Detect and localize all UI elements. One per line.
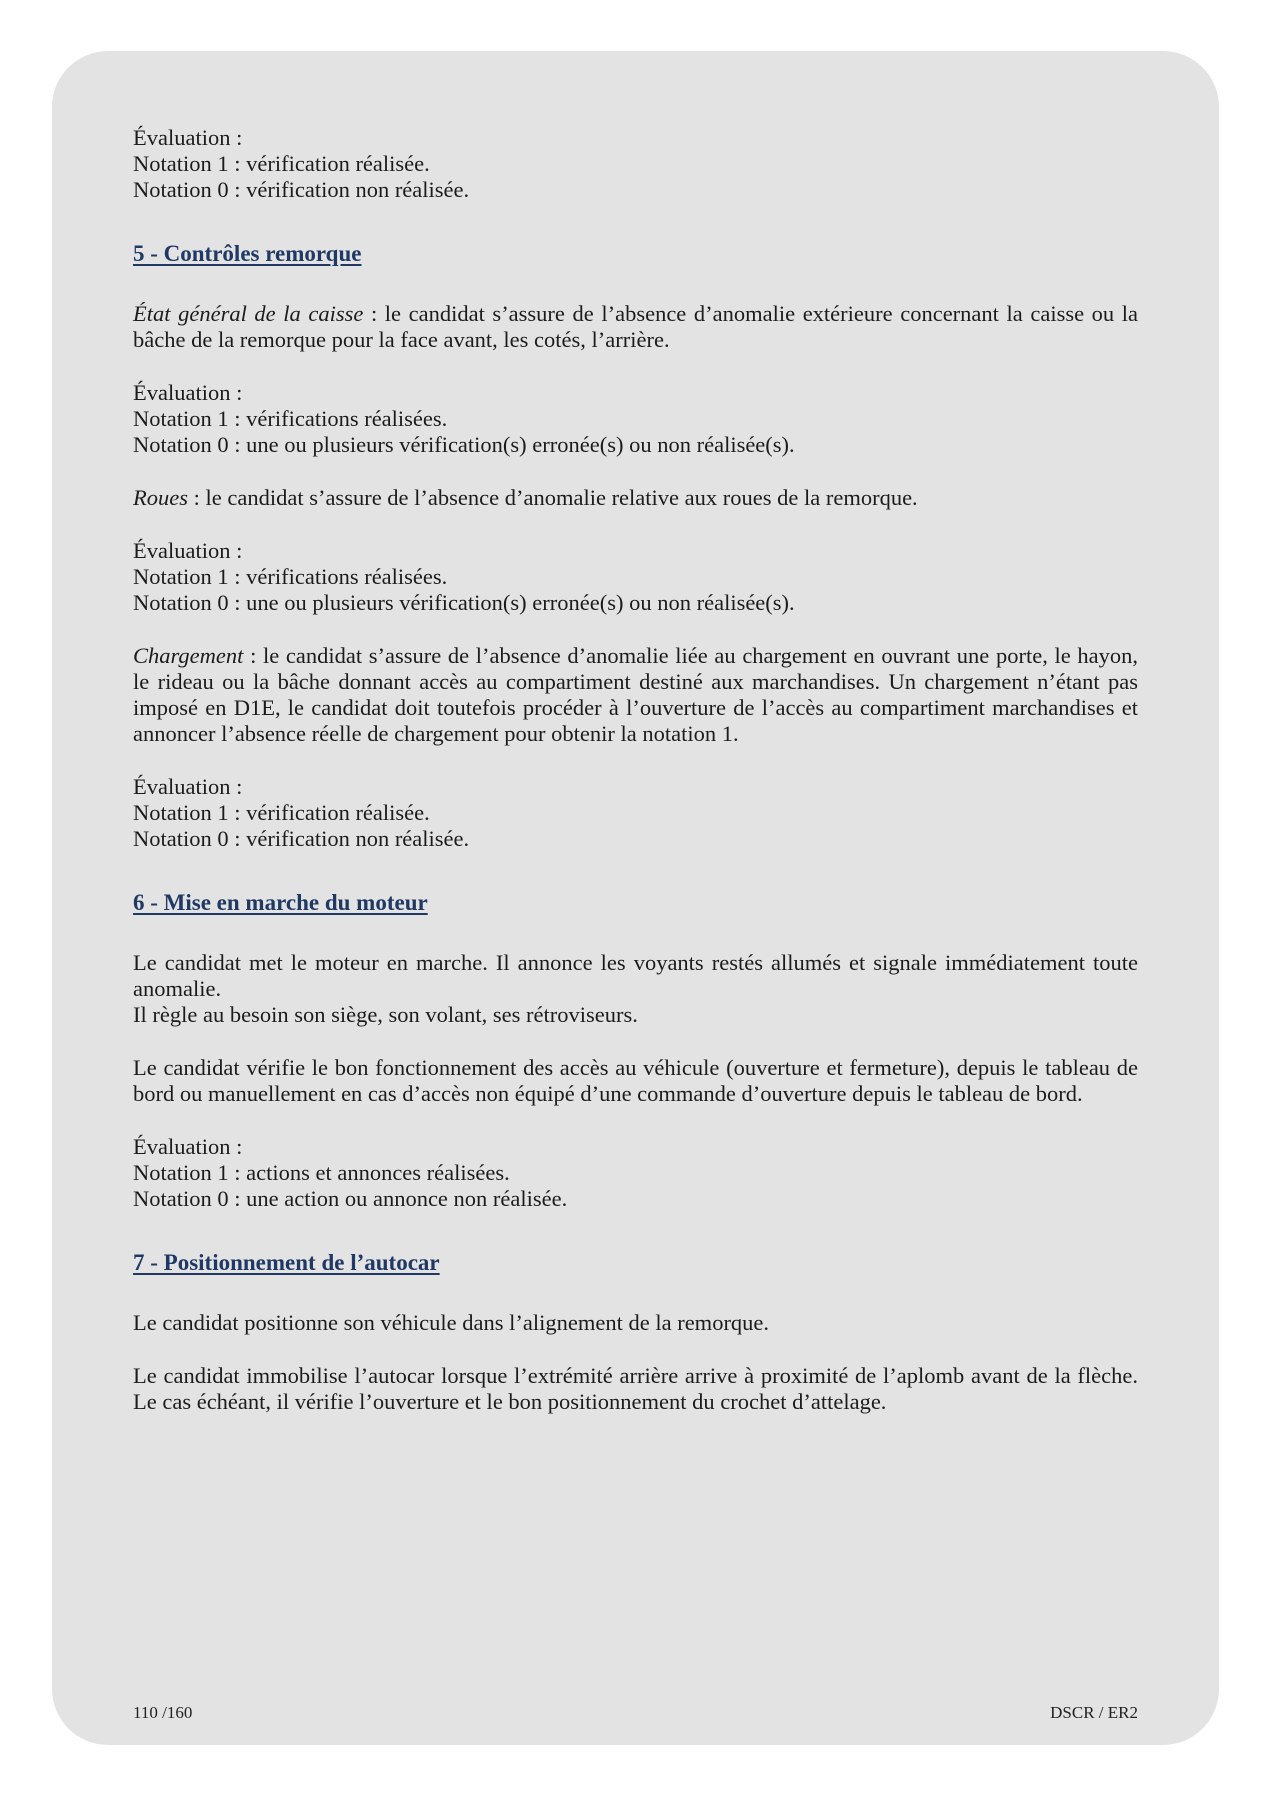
paragraph-chargement — [133, 643, 1138, 747]
notation-0-line: Notation 0 : une ou plusieurs vérification(s) erronée(s) ou non réalisée(s). — [133, 590, 795, 615]
notation-1-line: Notation 1 : vérification réalisée. — [133, 151, 430, 176]
document-page — [52, 51, 1219, 1745]
paragraph-lead-italic: Chargement — [133, 643, 244, 668]
paragraph-text: Le candidat met le moteur en marche. Il annonce les voyants restés allumés et signale immédiatement toute anomalie. — [133, 950, 1138, 1001]
paragraph-etat-general-caisse — [133, 301, 1138, 353]
evaluation-block-1 — [133, 125, 1138, 203]
evaluation-title: Évaluation : — [133, 1134, 243, 1159]
notation-1-line: Notation 1 : vérifications réalisées. — [133, 564, 448, 589]
paragraph-positionne-vehicule: Le candidat positionne son véhicule dans l’alignement de la remorque. — [133, 1310, 770, 1335]
notation-1-line: Notation 1 : actions et annonces réalisées. — [133, 1160, 510, 1185]
evaluation-block-4 — [133, 774, 1138, 852]
paragraph-text: : le candidat s’assure de l’absence d’anomalie relative aux roues de la remorque. — [188, 485, 918, 510]
evaluation-block-5 — [133, 1134, 1138, 1212]
paragraph-text: : le candidat s’assure de l’absence d’anomalie extérieure concernant la caisse ou la bâche de la remorque pour la face avant, les cotés, l’arrière. — [133, 301, 1139, 352]
evaluation-title: Évaluation : — [133, 774, 243, 799]
document-content — [133, 125, 1138, 1442]
notation-1-line: Notation 1 : vérifications réalisées. — [133, 406, 448, 431]
section-heading-6: 6 - Mise en marche du moteur — [133, 890, 428, 915]
paragraph-text: Il règle au besoin son siège, son volant, ses rétroviseurs. — [133, 1002, 638, 1027]
paragraph-roues — [133, 485, 1138, 511]
paragraph-mise-en-marche — [133, 950, 1138, 1028]
evaluation-block-3 — [133, 538, 1138, 616]
evaluation-title: Évaluation : — [133, 538, 243, 563]
notation-0-line: Notation 0 : une ou plusieurs vérification(s) erronée(s) ou non réalisée(s). — [133, 432, 795, 457]
paragraph-lead-italic: État général de la caisse — [133, 301, 364, 326]
document-reference: DSCR / ER2 — [1050, 1703, 1138, 1722]
notation-1-line: Notation 1 : vérification réalisée. — [133, 800, 430, 825]
section-heading-7: 7 - Positionnement de l’autocar — [133, 1250, 440, 1275]
evaluation-block-2 — [133, 380, 1138, 458]
page-footer — [133, 1703, 1138, 1723]
notation-0-line: Notation 0 : une action ou annonce non réalisée. — [133, 1186, 568, 1211]
section-heading-5: 5 - Contrôles remorque — [133, 241, 362, 266]
paragraph-acces-vehicule: Le candidat vérifie le bon fonctionnement des accès au véhicule (ouverture et fermeture), depuis le tableau de bord ou manuellement en cas d’accès non équipé d’une commande d’ouverture depuis le tableau de bord. — [133, 1055, 1138, 1106]
page-number: 110 /160 — [133, 1703, 193, 1722]
notation-0-line: Notation 0 : vérification non réalisée. — [133, 826, 470, 851]
evaluation-title: Évaluation : — [133, 125, 243, 150]
paragraph-lead-italic: Roues — [133, 485, 188, 510]
paragraph-immobilise-autocar: Le candidat immobilise l’autocar lorsque l’extrémité arrière arrive à proximité de l’aplomb avant de la flèche. Le cas échéant, il vérifie l’ouverture et le bon positionnement du crochet d’attelage. — [133, 1363, 1138, 1414]
paragraph-text: : le candidat s’assure de l’absence d’anomalie liée au chargement en ouvrant une porte, le hayon, le rideau ou la bâche donnant accès au compartiment destiné aux marchandises. Un chargement n’étant pas imposé en D1E, le candidat doit toutefois procéder à l’ouverture de l’accès au compartiment marchandises et annoncer l’absence réelle de chargement pour obtenir la notation 1. — [133, 643, 1138, 746]
evaluation-title: Évaluation : — [133, 380, 243, 405]
notation-0-line: Notation 0 : vérification non réalisée. — [133, 177, 470, 202]
